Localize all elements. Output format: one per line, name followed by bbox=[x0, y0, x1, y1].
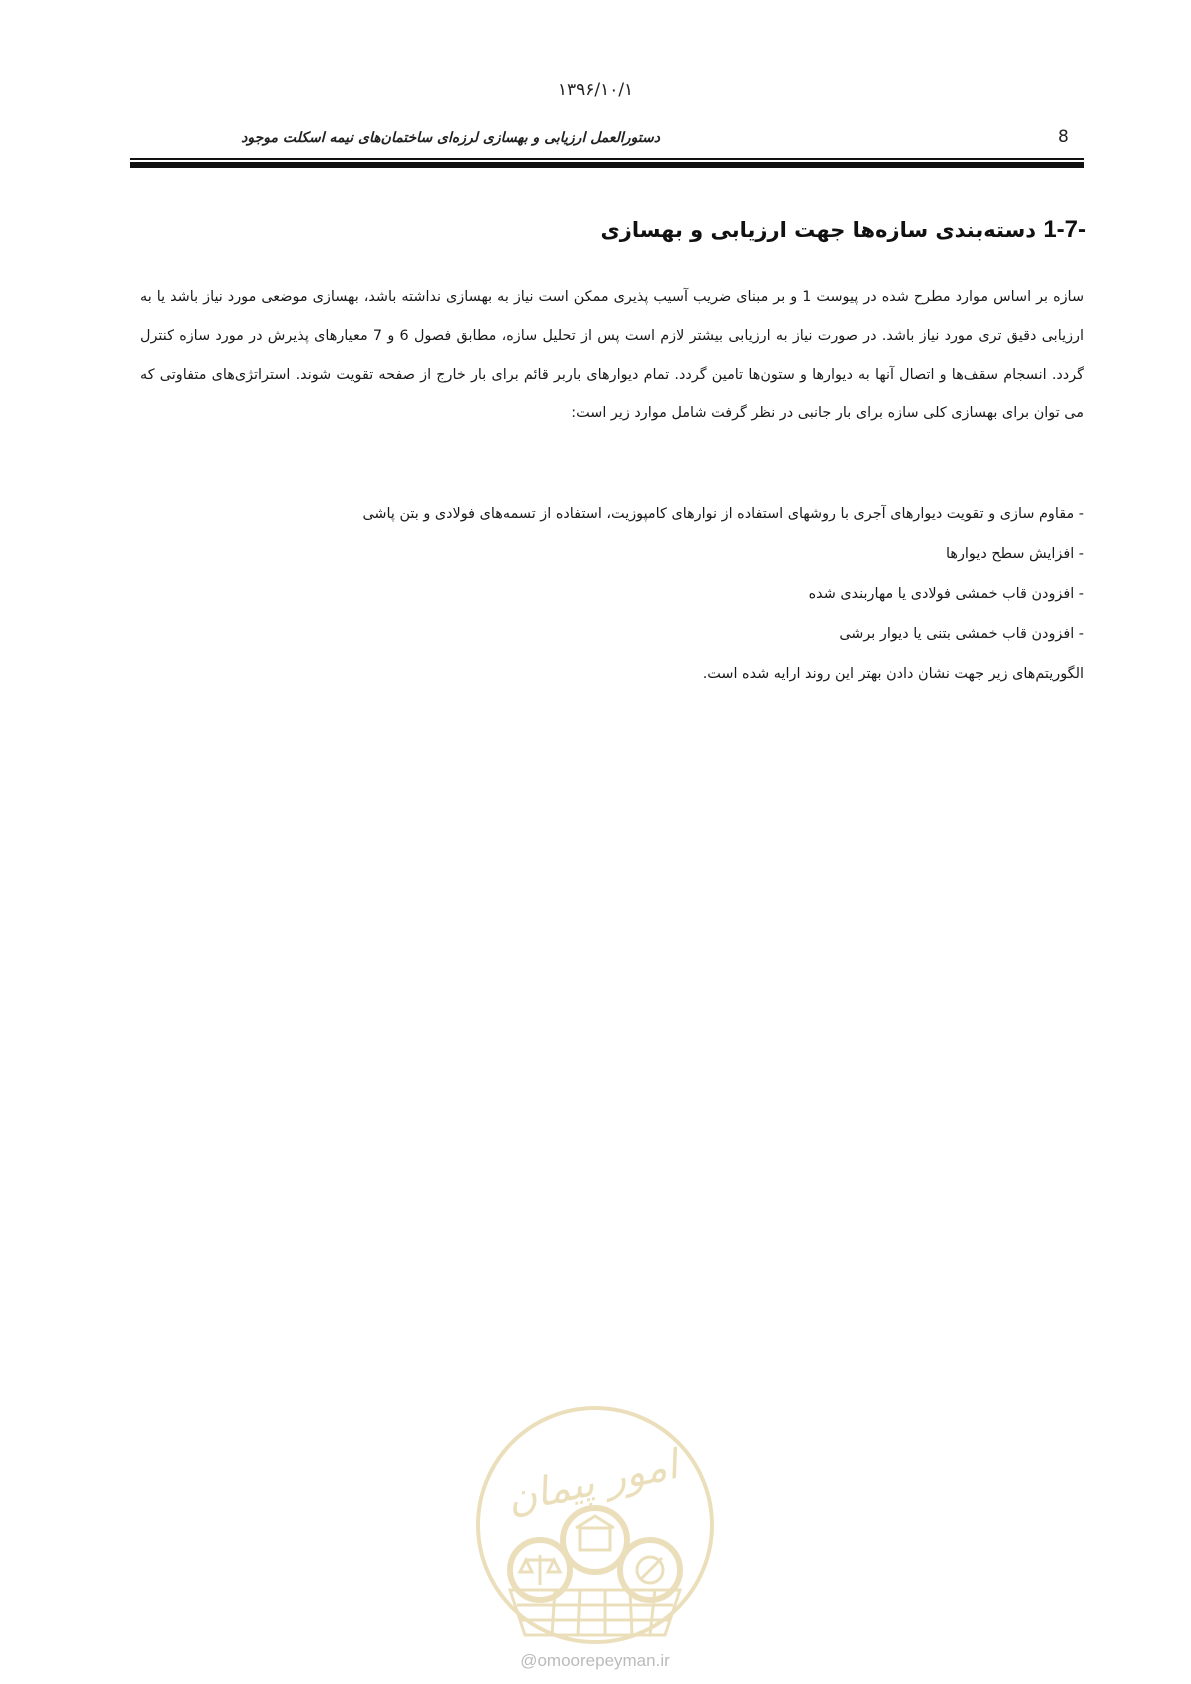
seal-logo-text: امور پیمان bbox=[502, 1441, 682, 1523]
watermark-caption: @omoorepeyman.ir bbox=[520, 1651, 670, 1670]
list-item: - مقاوم سازی و تقویت دیوارهای آجری با روشهای استفاده از نوارهای کامپوزیت، استفاده از تسمه‌های فولادی و بتن پاشی bbox=[362, 506, 1084, 522]
scales-icon bbox=[520, 1555, 560, 1585]
body-paragraph: سازه بر اساس موارد مطرح شده در پیوست 1 و بر مبنای ضریب آسیب پذیری ممکن است نیاز به بهسازی نداشته باشد، بهسازی موضعی مورد نیاز باشد یا به ارزیابی دقیق تری مورد نیاز باشد. در صورت نیاز به ارزیابی بیشتر لازم است پس از تحلیل سازه، مطابق فصول 6 و 7 معیارهای پذیرش در مورد سازه کنترل گردد. انسجام سقف‌ها و اتصال آنها به دیوارها و ستون‌ها تامین گردد. تمام دیوارهای باربر قائم برای بار خارج از صفحه تقویت شوند. استراتژی‌های متفاوتی که می توان برای بهسازی کلی سازه برای بار جانبی در نظر گرفت شامل موارد زیر است: bbox=[140, 289, 1085, 422]
list-item: - افزایش سطح دیوارها bbox=[945, 546, 1084, 562]
seal-outer-ring bbox=[478, 1408, 712, 1642]
list-item: - افزودن قاب خمشی فولادی یا مهاربندی شده bbox=[808, 586, 1084, 602]
running-title: دستورالعمل ارزیابی و بهسازی لرزه‌ای ساختمان‌های نیمه اسکلت موجود bbox=[241, 130, 660, 146]
gear-icon bbox=[510, 1508, 680, 1600]
date-stamp: ۱۳۹۶/۱۰/۱ bbox=[557, 80, 634, 100]
header-rule-thick bbox=[130, 162, 1084, 168]
closing-sentence: الگوریتم‌های زیر جهت نشان دادن بهتر این روند ارایه شده است. bbox=[702, 666, 1084, 682]
list-item: - افزودن قاب خمشی بتنی یا دیوار برشی bbox=[839, 626, 1084, 642]
section-heading bbox=[601, 216, 1087, 244]
header-rule-thin bbox=[130, 158, 1084, 160]
bullet-list bbox=[140, 494, 1084, 654]
building-icon bbox=[576, 1516, 614, 1550]
section-number: 1-7- bbox=[1043, 216, 1086, 243]
compass-icon bbox=[637, 1557, 663, 1583]
page-number: 8 bbox=[1058, 127, 1069, 147]
omoore-peyman-seal-icon bbox=[470, 1400, 720, 1650]
section-title: دسته‌بندی سازه‌ها جهت ارزیابی و بهسازی bbox=[600, 218, 1036, 242]
